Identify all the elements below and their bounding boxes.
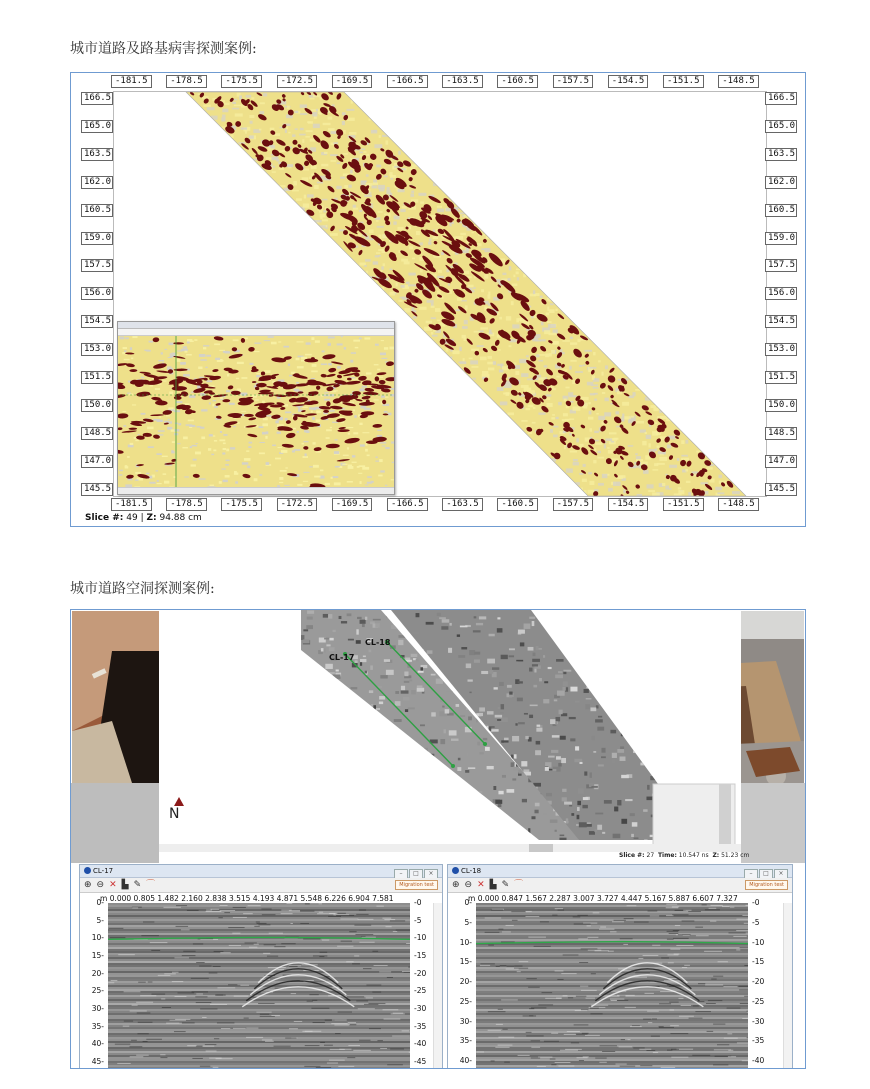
- x-tick-label-top: -169.5: [332, 75, 373, 88]
- x-tick-label-top: -154.5: [608, 75, 649, 88]
- x-tick-label-top: -148.5: [718, 75, 759, 88]
- zoom-out-icon[interactable]: ⊖: [96, 880, 105, 890]
- radargram-plot: [476, 903, 748, 1069]
- fit-icon[interactable]: ✕: [109, 880, 117, 890]
- migration-test-button[interactable]: Migration test: [395, 880, 438, 890]
- depth-tick-label-left: 0-: [464, 898, 472, 907]
- y-tick-label-right: 145.5: [765, 483, 797, 496]
- x-tick-label-top: -163.5: [442, 75, 483, 88]
- y-tick-label-right: 153.0: [765, 343, 797, 356]
- x-tick-label-bottom: -157.5: [553, 498, 594, 511]
- north-label: N: [169, 806, 180, 822]
- depth-tick-label-right: -35: [752, 1036, 765, 1046]
- section-heading-cavity: 城市道路空洞探测案例:: [70, 581, 215, 597]
- slice-label: Slice #:: [85, 513, 124, 523]
- y-tick-label-left: 159.0: [81, 232, 113, 245]
- y-tick-label-left: 156.0: [81, 287, 113, 300]
- depth-tick-label-right: -25: [752, 996, 765, 1006]
- gpr-map-view[interactable]: [159, 610, 741, 863]
- x-tick-label-bottom: -160.5: [497, 498, 538, 511]
- x-tick-label-bottom: -172.5: [277, 498, 318, 511]
- map-z-value: 51.23 cm: [721, 852, 750, 859]
- vertical-scrollbar[interactable]: [783, 903, 792, 1069]
- radargram-title: CL-17: [93, 867, 114, 875]
- depth-tick-label-right: -25: [414, 986, 427, 996]
- maximize-button[interactable]: □: [759, 869, 773, 879]
- radargram-toolbar: [80, 878, 442, 893]
- migration-test-button[interactable]: Migration test: [745, 880, 788, 890]
- panel-background-right: [741, 783, 805, 863]
- y-tick-label-left: 153.0: [81, 343, 113, 356]
- y-tick-label-left: 160.5: [81, 204, 113, 217]
- maximize-button[interactable]: □: [409, 869, 423, 879]
- fit-icon[interactable]: ✕: [477, 880, 485, 890]
- y-tick-label-right: 160.5: [765, 204, 797, 217]
- x-tick-label-bottom: -148.5: [718, 498, 759, 511]
- y-tick-label-left: 147.0: [81, 455, 113, 468]
- map-statusbar: [619, 852, 749, 859]
- depth-tick-label-left: 30-: [91, 1003, 104, 1013]
- y-tick-label-left: 151.5: [81, 371, 113, 384]
- depth-tick-label-right: -30: [414, 1003, 427, 1013]
- radargram-toolbar: [448, 878, 792, 893]
- map-time-label: Time:: [657, 852, 677, 859]
- y-tick-label-right: 165.0: [765, 120, 797, 133]
- radargram-window-cl18[interactable]: [447, 864, 793, 1069]
- depth-tick-label-right: -40: [414, 1039, 427, 1049]
- x-tick-label-top: -181.5: [111, 75, 152, 88]
- depth-tick-label-left: 30-: [459, 1016, 472, 1026]
- depth-tick-label-left: 45-: [91, 1056, 104, 1066]
- line-label-cl18: CL-18: [365, 638, 391, 647]
- depth-tick-label-right: -0: [414, 898, 422, 907]
- close-button[interactable]: ×: [424, 869, 438, 879]
- inset-toolbar: [118, 329, 394, 336]
- z-label: Z:: [146, 513, 157, 523]
- vertical-scrollbar[interactable]: [433, 903, 442, 1069]
- x-tick-label-top: -166.5: [387, 75, 428, 88]
- z-value: 94.88 cm: [159, 513, 202, 523]
- map-slice-label: Slice #:: [619, 852, 645, 859]
- x-tick-label-top: -160.5: [497, 75, 538, 88]
- x-tick-label-bottom: -169.5: [332, 498, 373, 511]
- y-tick-label-right: 156.0: [765, 287, 797, 300]
- depth-tick-label-right: -0: [752, 898, 760, 907]
- minimize-button[interactable]: –: [394, 869, 408, 879]
- depth-tick-label-left: 10-: [91, 933, 104, 943]
- x-tick-label-top: -178.5: [166, 75, 207, 88]
- depth-tick-label-left: 15-: [459, 957, 472, 967]
- x-tick-label-bottom: -151.5: [663, 498, 704, 511]
- depth-tick-label-right: -5: [752, 917, 760, 927]
- x-tick-label-top: -151.5: [663, 75, 704, 88]
- depth-tick-label-right: -40: [752, 1056, 765, 1066]
- y-tick-label-right: 163.5: [765, 148, 797, 161]
- x-tick-label-bottom: -178.5: [166, 498, 207, 511]
- x-tick-label-bottom: -175.5: [221, 498, 262, 511]
- x-tick-label-top: -157.5: [553, 75, 594, 88]
- depth-tick-label-left: 20-: [459, 977, 472, 987]
- depth-axis-right: [750, 898, 776, 1069]
- inset-radargram-window[interactable]: [117, 321, 395, 495]
- y-tick-label-left: 145.5: [81, 483, 113, 496]
- depth-tick-label-right: -20: [414, 968, 427, 978]
- panel-background-left: [71, 783, 159, 863]
- radargram-window-cl17[interactable]: [79, 864, 443, 1069]
- depth-tick-label-left: 25-: [459, 996, 472, 1006]
- gpr-lines-svg: [159, 610, 741, 863]
- depth-tick-label-left: 40-: [459, 1056, 472, 1066]
- pencil-icon[interactable]: ✎: [133, 880, 142, 890]
- depth-tick-label-left: 25-: [91, 986, 104, 996]
- slice-value: 49: [126, 513, 138, 523]
- y-tick-label-right: 154.5: [765, 315, 797, 328]
- depth-tick-label-right: -35: [414, 1021, 427, 1031]
- depth-tick-label-left: 10-: [459, 937, 472, 947]
- close-button[interactable]: ×: [774, 869, 788, 879]
- y-tick-label-right: 147.0: [765, 455, 797, 468]
- y-tick-label-left: 163.5: [81, 148, 113, 161]
- pencil-icon[interactable]: ✎: [501, 880, 510, 890]
- inset-radargram: [118, 336, 394, 490]
- depth-tick-label-right: -20: [752, 977, 765, 987]
- depth-tick-label-left: 15-: [91, 950, 104, 960]
- depth-axis-left: [448, 898, 474, 1069]
- map-z-label: Z:: [712, 852, 720, 859]
- y-tick-label-right: 166.5: [765, 92, 797, 105]
- y-tick-label-left: 150.0: [81, 399, 113, 412]
- depth-tick-label-left: 0-: [96, 898, 104, 907]
- north-arrow-icon: [169, 806, 179, 822]
- hyperbola-icon[interactable]: ⌒: [146, 880, 156, 890]
- map-time-value: 10.547 ns: [678, 852, 709, 859]
- y-tick-label-right: 148.5: [765, 427, 797, 440]
- depth-tick-label-left: 20-: [91, 968, 104, 978]
- y-tick-label-right: 162.0: [765, 176, 797, 189]
- depth-tick-label-right: -5: [414, 915, 422, 925]
- cavity-figure: [70, 609, 806, 1069]
- slice-info: Slice #: 49 | Z: 94.88 cm: [85, 513, 202, 523]
- inset-statusbar: [118, 487, 394, 494]
- x-tick-label-bottom: -163.5: [442, 498, 483, 511]
- zoom-in-icon[interactable]: ⊕: [452, 880, 460, 890]
- y-tick-label-left: 166.5: [81, 92, 113, 105]
- radargram-titlebar: [448, 865, 792, 878]
- radargram-title: CL-18: [461, 867, 482, 875]
- y-tick-label-left: 165.0: [81, 120, 113, 133]
- depth-tick-label-right: -10: [414, 933, 427, 943]
- depth-tick-label-left: 5-: [464, 917, 472, 927]
- y-tick-label-left: 154.5: [81, 315, 113, 328]
- depth-tick-label-right: -15: [414, 950, 427, 960]
- inset-titlebar: [118, 322, 394, 329]
- radargram-titlebar: [80, 865, 442, 878]
- depth-slice-figure: [70, 72, 806, 527]
- line-label-cl17: CL-17: [329, 653, 355, 662]
- depth-tick-label-left: 35-: [91, 1021, 104, 1031]
- x-tick-label-bottom: -181.5: [111, 498, 152, 511]
- y-tick-label-right: 159.0: [765, 232, 797, 245]
- depth-axis-left: [80, 898, 106, 1069]
- radargram-plot: [108, 903, 410, 1069]
- y-tick-label-right: 157.5: [765, 259, 797, 272]
- y-tick-label-left: 148.5: [81, 427, 113, 440]
- chart-icon[interactable]: ▙: [121, 880, 129, 890]
- depth-tick-label-left: 40-: [91, 1039, 104, 1049]
- x-tick-label-bottom: -154.5: [608, 498, 649, 511]
- y-tick-label-left: 157.5: [81, 259, 113, 272]
- map-slice-value: 27: [646, 852, 655, 859]
- app-logo-icon: [84, 867, 91, 874]
- zoom-out-icon[interactable]: ⊖: [464, 880, 473, 890]
- app-logo-icon: [452, 867, 459, 874]
- depth-tick-label-right: -10: [752, 937, 765, 947]
- x-tick-label-bottom: -166.5: [387, 498, 428, 511]
- distance-axis: m 0.000 0.847 1.567 2.287 3.007 3.727 4.447 5.167 5.887 6.607 7.327: [448, 893, 792, 904]
- depth-tick-label-right: -45: [414, 1056, 427, 1066]
- y-tick-label-left: 162.0: [81, 176, 113, 189]
- y-tick-label-right: 150.0: [765, 399, 797, 412]
- chart-icon[interactable]: ▙: [489, 880, 497, 890]
- hyperbola-icon[interactable]: ⌒: [514, 880, 524, 890]
- x-tick-label-top: -175.5: [221, 75, 262, 88]
- y-tick-label-right: 151.5: [765, 371, 797, 384]
- x-tick-label-top: -172.5: [277, 75, 318, 88]
- minimize-button[interactable]: –: [744, 869, 758, 879]
- zoom-in-icon[interactable]: ⊕: [84, 880, 92, 890]
- section-heading-road-damage: 城市道路及路基病害探测案例:: [70, 41, 257, 57]
- depth-tick-label-right: -30: [752, 1016, 765, 1026]
- depth-tick-label-right: -15: [752, 957, 765, 967]
- depth-tick-label-left: 35-: [459, 1036, 472, 1046]
- distance-axis: m 0.000 0.805 1.482 2.160 2.838 3.515 4.193 4.871 5.548 6.226 6.904 7.581: [80, 893, 442, 904]
- depth-tick-label-left: 5-: [96, 915, 104, 925]
